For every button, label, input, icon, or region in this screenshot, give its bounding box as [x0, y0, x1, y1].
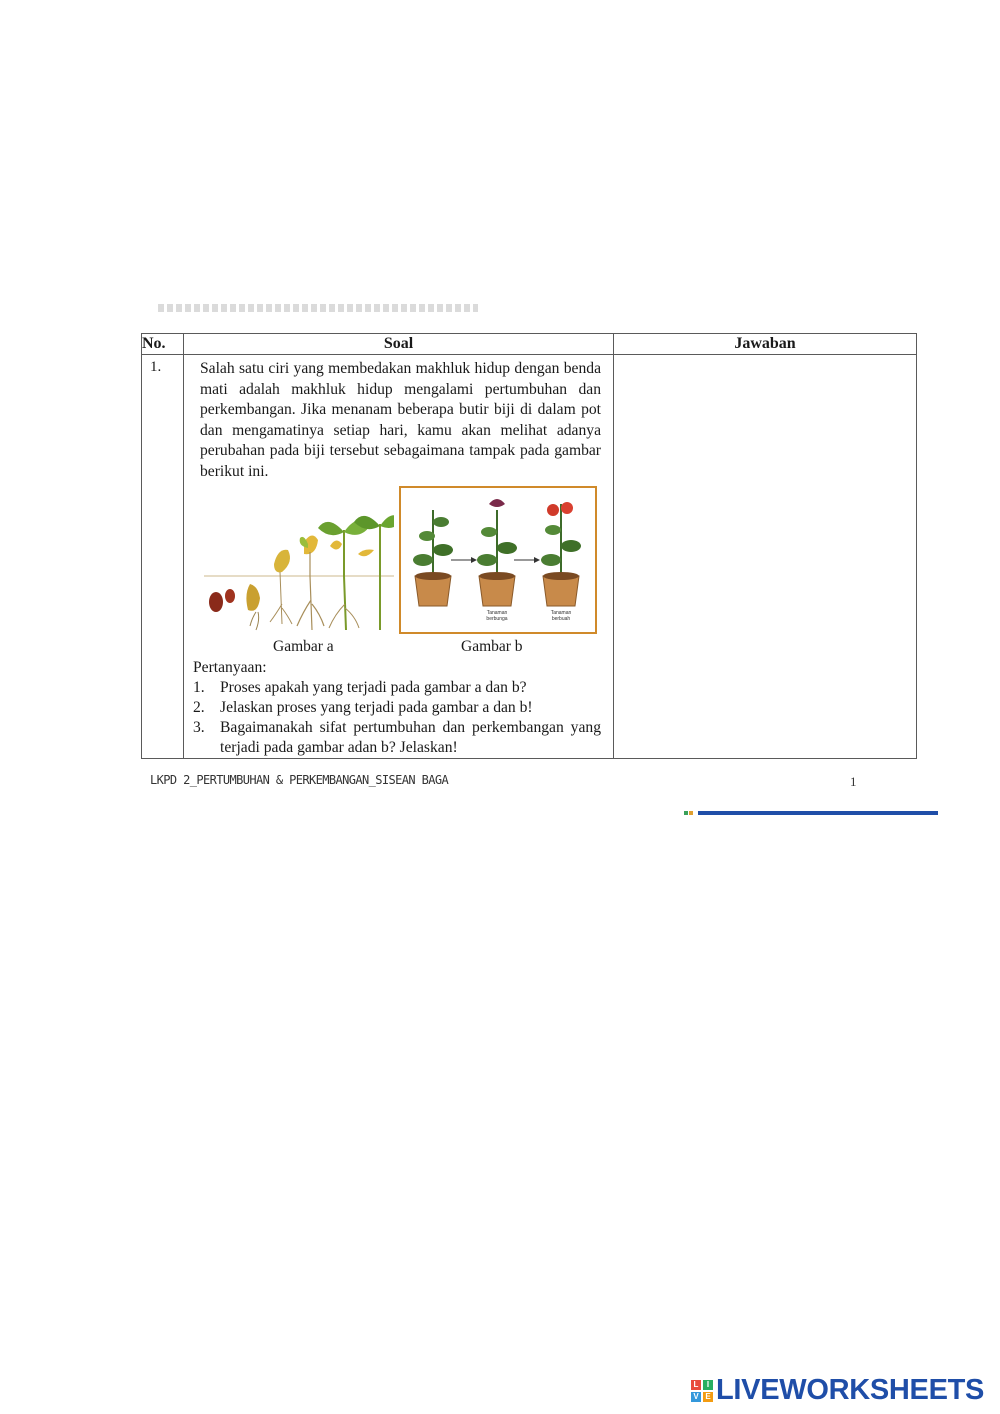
question-text: Jelaskan proses yang terjadi pada gambar a dan b! — [220, 699, 533, 716]
figure-captions — [184, 636, 613, 658]
question-number: 2. — [193, 699, 205, 716]
question-cell — [184, 355, 614, 759]
row-number: 1. — [142, 355, 184, 759]
label-fruiting-1: Tanaman — [550, 610, 572, 616]
figures — [184, 486, 613, 636]
logo-tile: E — [703, 1392, 713, 1402]
list-item — [193, 698, 601, 718]
worksheet-table — [141, 333, 917, 759]
logo-tile: V — [691, 1392, 701, 1402]
page-number: 1 — [850, 774, 857, 789]
list-item — [193, 678, 601, 698]
label-flowering-1: Tanaman — [486, 610, 508, 616]
answer-cell[interactable] — [614, 355, 917, 759]
caption-gambar-b: Gambar b — [461, 638, 523, 655]
questions-heading: Pertanyaan: — [193, 659, 267, 676]
question-text: Proses apakah yang terjadi pada gambar a dan b? — [220, 679, 527, 696]
table-row — [142, 355, 917, 759]
header-no: No. — [142, 334, 184, 355]
question-number: 1. — [193, 679, 205, 696]
brand-name: LIVEWORKSHEETS — [716, 1374, 985, 1406]
plant-growth-image — [399, 486, 597, 634]
questions-list — [193, 678, 601, 758]
label-fruiting-2: berbuah — [551, 616, 571, 622]
liveworksheets-logo[interactable] — [691, 1374, 984, 1407]
plant-growth-drawing — [401, 488, 595, 632]
list-item — [193, 718, 601, 758]
question-number: 3. — [193, 719, 205, 736]
table-header-row — [142, 334, 917, 355]
caption-gambar-a: Gambar a — [273, 638, 334, 655]
question-text: Bagaimanakah sifat pertumbuhan dan perkembangan yang terjadi pada gambar adan b? Jelaskan! — [220, 719, 601, 756]
logo-tiles-icon — [691, 1380, 713, 1402]
header-soal: Soal — [184, 334, 614, 355]
seed-germination-image — [204, 504, 394, 632]
faded-scan-line — [158, 304, 478, 312]
label-flowering-2: berbunga — [486, 616, 508, 622]
footer-title: LKPD 2_PERTUMBUHAN & PERKEMBANGAN_SISEAN BAGA — [150, 773, 449, 787]
watermark-fragment — [684, 810, 940, 815]
logo-tile: I — [703, 1380, 713, 1390]
header-jawaban: Jawaban — [614, 334, 917, 355]
question-paragraph: Salah satu ciri yang membedakan makhluk hidup dengan benda mati adalah makhluk hidup mengalami pertumbuhan dan perkembangan. Jika menanam beberapa butir biji di dalam pot dan mengamatinya setiap hari, kamu akan melihat adanya perubahan pada biji tersebut sebagaimana tampak pada gambar berikut ini. — [200, 360, 601, 480]
logo-tile: L — [691, 1380, 701, 1390]
